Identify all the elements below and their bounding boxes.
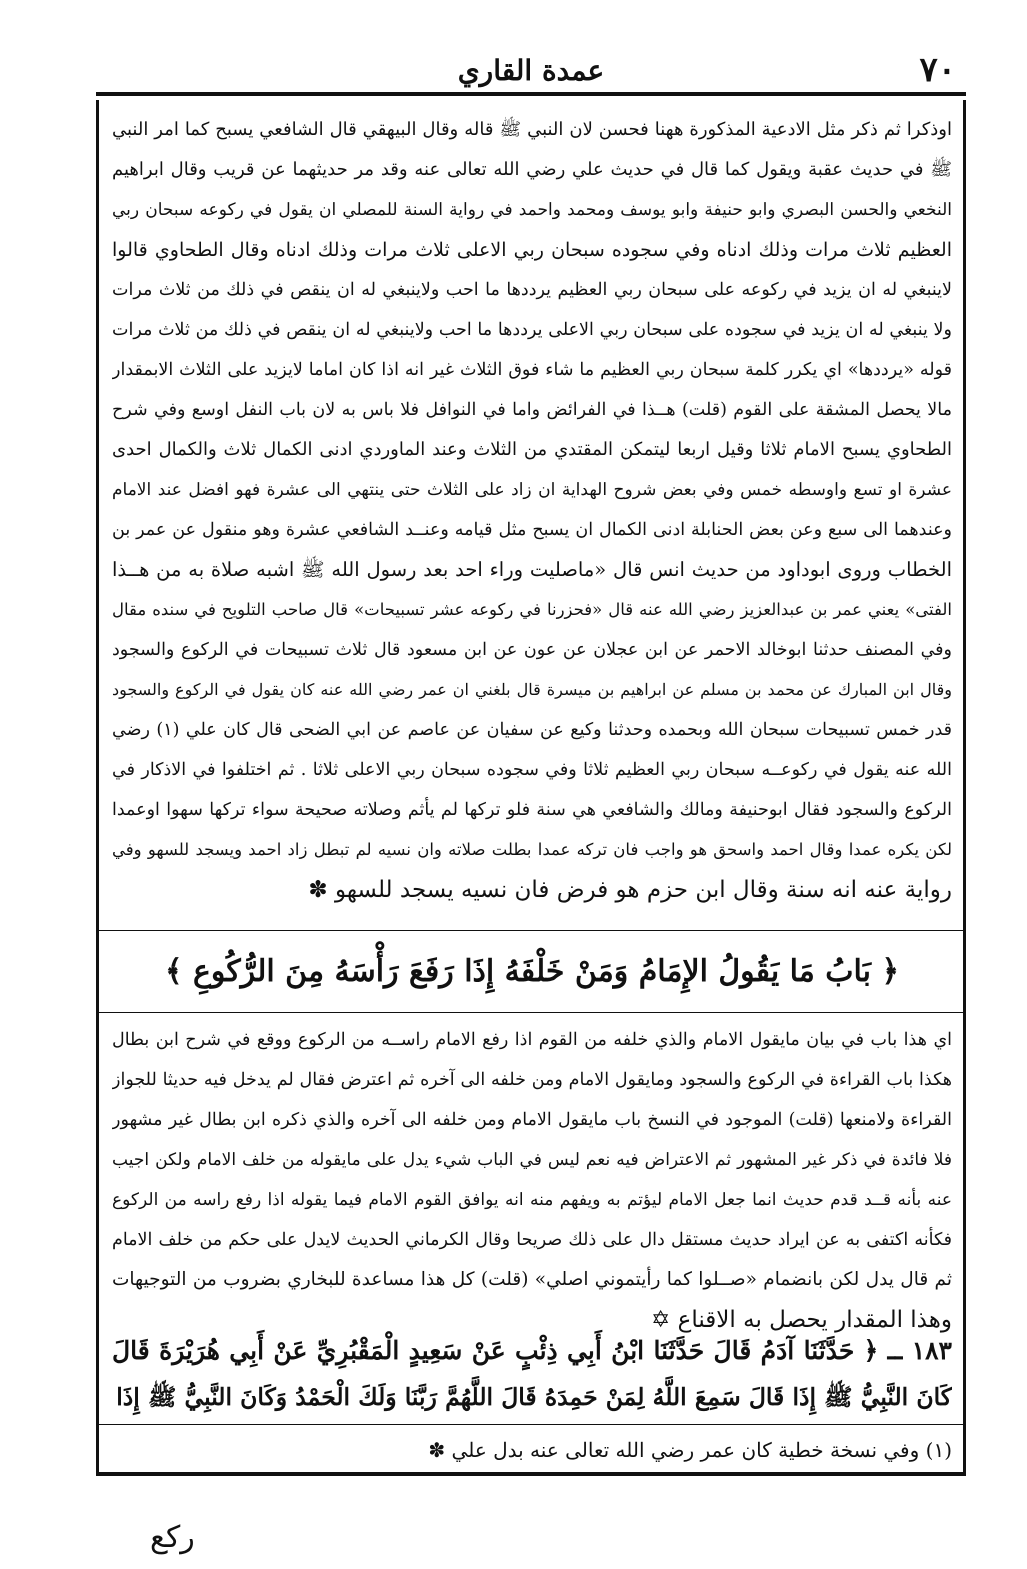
commentary-bottom (112, 1020, 952, 1340)
footnote-rule (96, 1424, 966, 1425)
commentary_bottom-line: فكأنه اكتفى به عن ايراد حديث مستقل دال على ذلك صريحا وقال الكرماني الحديث لايدل على حكم من خلف الامام (112, 1230, 952, 1250)
commentary_top-line: الخطاب وروى ابوداود من حديث انس قال «ماصليت وراء احد بعد رسول الله ﷺ اشبه صلاة به من هــذا (112, 558, 952, 581)
section-divider-top (96, 930, 966, 931)
chapter-heading: ﴿ بَابُ مَا يَقُولُ الإِمَامُ وَمَنْ خَلْفَهُ إِذَا رَفَعَ رَأْسَهُ مِنَ الرُّكُوعِ ﴾ (164, 954, 900, 989)
page-header (96, 44, 966, 94)
commentary_bottom-line: وهذا المقدار يحصل به الاقناع ✡ (651, 1307, 952, 1333)
commentary_top-line: الركوع والسجود فقال ابوحنيفة ومالك والشافعي هي سنة فلو تركها لم يأثم وصلاته صحيحة سواء تركها سهوا اوعمدا (112, 800, 952, 820)
commentary_top-line: لكن يكره عمدا وقال احمد واسحق هو واجب فان تركه عمدا بطلت صلاته وان نسيه لم تبطل زاد احمد ويسجد للسهو وفي (112, 840, 952, 859)
commentary_bottom-line: عنه بأنه قــد قدم حديث انما جعل الامام ليؤتم به ويفهم منه انه يوافق القوم الامام فيما يقوله اذا رفع راسه من الركوع (112, 1190, 952, 1210)
catchword: ركع (150, 1520, 195, 1555)
commentary_top-line: قوله «يرددها» اي يكرر كلمة سبحان ربي العظيم ما شاء فوق الثلاث غير انه اذا كان اماما لايزيد على الثلاث الابمقدار (112, 360, 952, 380)
header-rule (96, 92, 966, 96)
commentary_top-line: ﷺ في حديث عقبة ويقول كما قال في حديث علي رضي الله تعالى عنه وقد مر حديثهما عن قريب وقال ابراهيم (112, 159, 952, 180)
hadith-line: ١٨٣ ــ ﴿ حَدَّثَنَا آدَمُ قَالَ حَدَّثَنَا ابْنُ أَبِي ذِئْبٍ عَنْ سَعِيدٍ الْمَقْبُرِيِّ عَنْ أَبِي هُرَيْرَةَ قَالَ (112, 1336, 952, 1365)
commentary_top-line: اوذكرا ثم ذكر مثل الادعية المذكورة ههنا فحسن لان النبي ﷺ قاله وقال البيهقي قال الشافعي يسبح كما امر النبي (112, 119, 952, 140)
commentary-top (112, 110, 952, 910)
footnote: (١) وفي نسخة خطية كان عمر رضي الله تعالى عنه بدل علي ✽ (428, 1438, 952, 1462)
commentary_bottom-line: ثم قال يدل لكن بانضمام «صــلوا كما رأيتموني اصلي» (قلت) كل هذا مساعدة للبخاري بضروب من التوجيهات (112, 1269, 952, 1290)
hadith-line: كَانَ النَّبِيُّ ﷺ إِذَا قَالَ سَمِعَ اللَّهُ لِمَنْ حَمِدَهُ قَالَ اللَّهُمَّ رَبَّنَا وَلَكَ الْحَمْدُ وَكَانَ النَّبِيُّ ﷺ إِذَا (116, 1383, 952, 1411)
commentary_top-line: وفي المصنف حدثنا ابوخالد الاحمر عن ابن عجلان عن عون عن ابن مسعود قال ثلاث تسبيحات في الركوع والسجود (112, 640, 952, 660)
commentary_top-line: الطحاوي يسبح الامام ثلاثا وقيل اربعا ليتمكن المقتدي من الثلاث وعند الماوردي ادنى الكمال ثلاث والكمال احدى (112, 439, 952, 460)
commentary_top-line: الله عنه يقول في ركوعــه سبحان ربي العظيم ثلاثا وفي سجوده سبحان ربي الاعلى ثلاثا . ثم اختلفوا في الاذكار في (112, 760, 952, 780)
commentary_top-line: الفتى» يعني عمر بن عبدالعزيز رضي الله عنه قال «فحزرنا في ركوعه عشر تسبيحات» قال صاحب التلويح في سنده مقال (112, 600, 952, 619)
commentary_top-line: لاينبغي له ان يزيد في ركوعه على سبحان ربي العظيم يرددها ما احب ولاينبغي له ان ينقص في ذلك من ثلاث مرات (112, 280, 952, 300)
commentary_bottom-line: اي هذا باب في بيان مايقول الامام والذي خلفه من القوم اذا رفع الامام راســه من الركوع ووقع في شرح ابن بطال (112, 1030, 952, 1050)
footer-rule (96, 1472, 966, 1476)
commentary_top-line: رواية عنه انه سنة وقال ابن حزم هو فرض فان نسيه يسجد للسهو ✽ (308, 877, 952, 903)
hadith-text (112, 1328, 952, 1420)
commentary_bottom-line: فلا فائدة في ذكر غير المشهور ثم الاعتراض فيه نعم ليس في الباب شيء يدل على مايقوله من خلف الامام ولكن اجيب (112, 1150, 952, 1170)
commentary_top-line: وعندهما الى سبع وعن بعض الحنابلة ادنى الكمال ان يسبح مثل قيامه وعنــد الشافعي عشرة وهو منقول عن عمر بن (112, 520, 952, 540)
running-title: عمدة القاري (457, 54, 605, 87)
commentary_top-line: النخعي والحسن البصري وابو حنيفة وابو يوسف ومحمد واحمد في رواية السنة للمصلي ان يقول في ركوعه سبحان ربي (112, 200, 952, 220)
commentary_top-line: العظيم ثلاث مرات وذلك ادناه وفي سجوده سبحان ربي الاعلى ثلاث مرات وذلك ادناه وقال الطحاوي قالوا (112, 239, 952, 261)
commentary_top-line: مالا يحصل المشقة على القوم (قلت) هــذا في الفرائض واما في النوافل فلا باس به لان باب النفل اوسع وفي شرح (112, 400, 952, 420)
commentary_top-line: ولا ينبغي له ان يزيد في سجوده على سبحان ربي الاعلى يرددها ما احب ولاينبغي له ان ينقص في ذلك من ثلاث مرات (112, 320, 952, 340)
commentary_top-line: قدر خمس تسبيحات سبحان الله وبحمده وحدثنا وكيع عن سفيان عن عاصم عن ابي الضحى قال كان علي (١) رضي (112, 720, 952, 740)
commentary_bottom-line: القراءة ولامنعها (قلت) الموجود في النسخ باب مايقول الامام ومن خلفه الى آخره والذي ذكره ابن بطال غير مشهور (112, 1110, 952, 1130)
section-divider-bottom (96, 1012, 966, 1013)
commentary_top-line: عشرة او تسع واوسطه خمس وفي بعض شروح الهداية ان زاد على الثلاث حتى ينتهي الى عشرة فهو افضل عند الامام (112, 480, 952, 500)
commentary_bottom-line: هكذا باب القراءة في الركوع والسجود ومايقول الامام ومن خلفه الى آخره ثم اعترض فقال لم يدخل فيه حديثا للجواز (112, 1070, 952, 1090)
page-number: ٧٠ (919, 50, 956, 90)
commentary_top-line: وقال ابن المبارك عن محمد بن مسلم عن ابراهيم بن ميسرة قال بلغني ان عمر رضي الله عنه كان يقول في الركوع والسجود (112, 680, 952, 699)
